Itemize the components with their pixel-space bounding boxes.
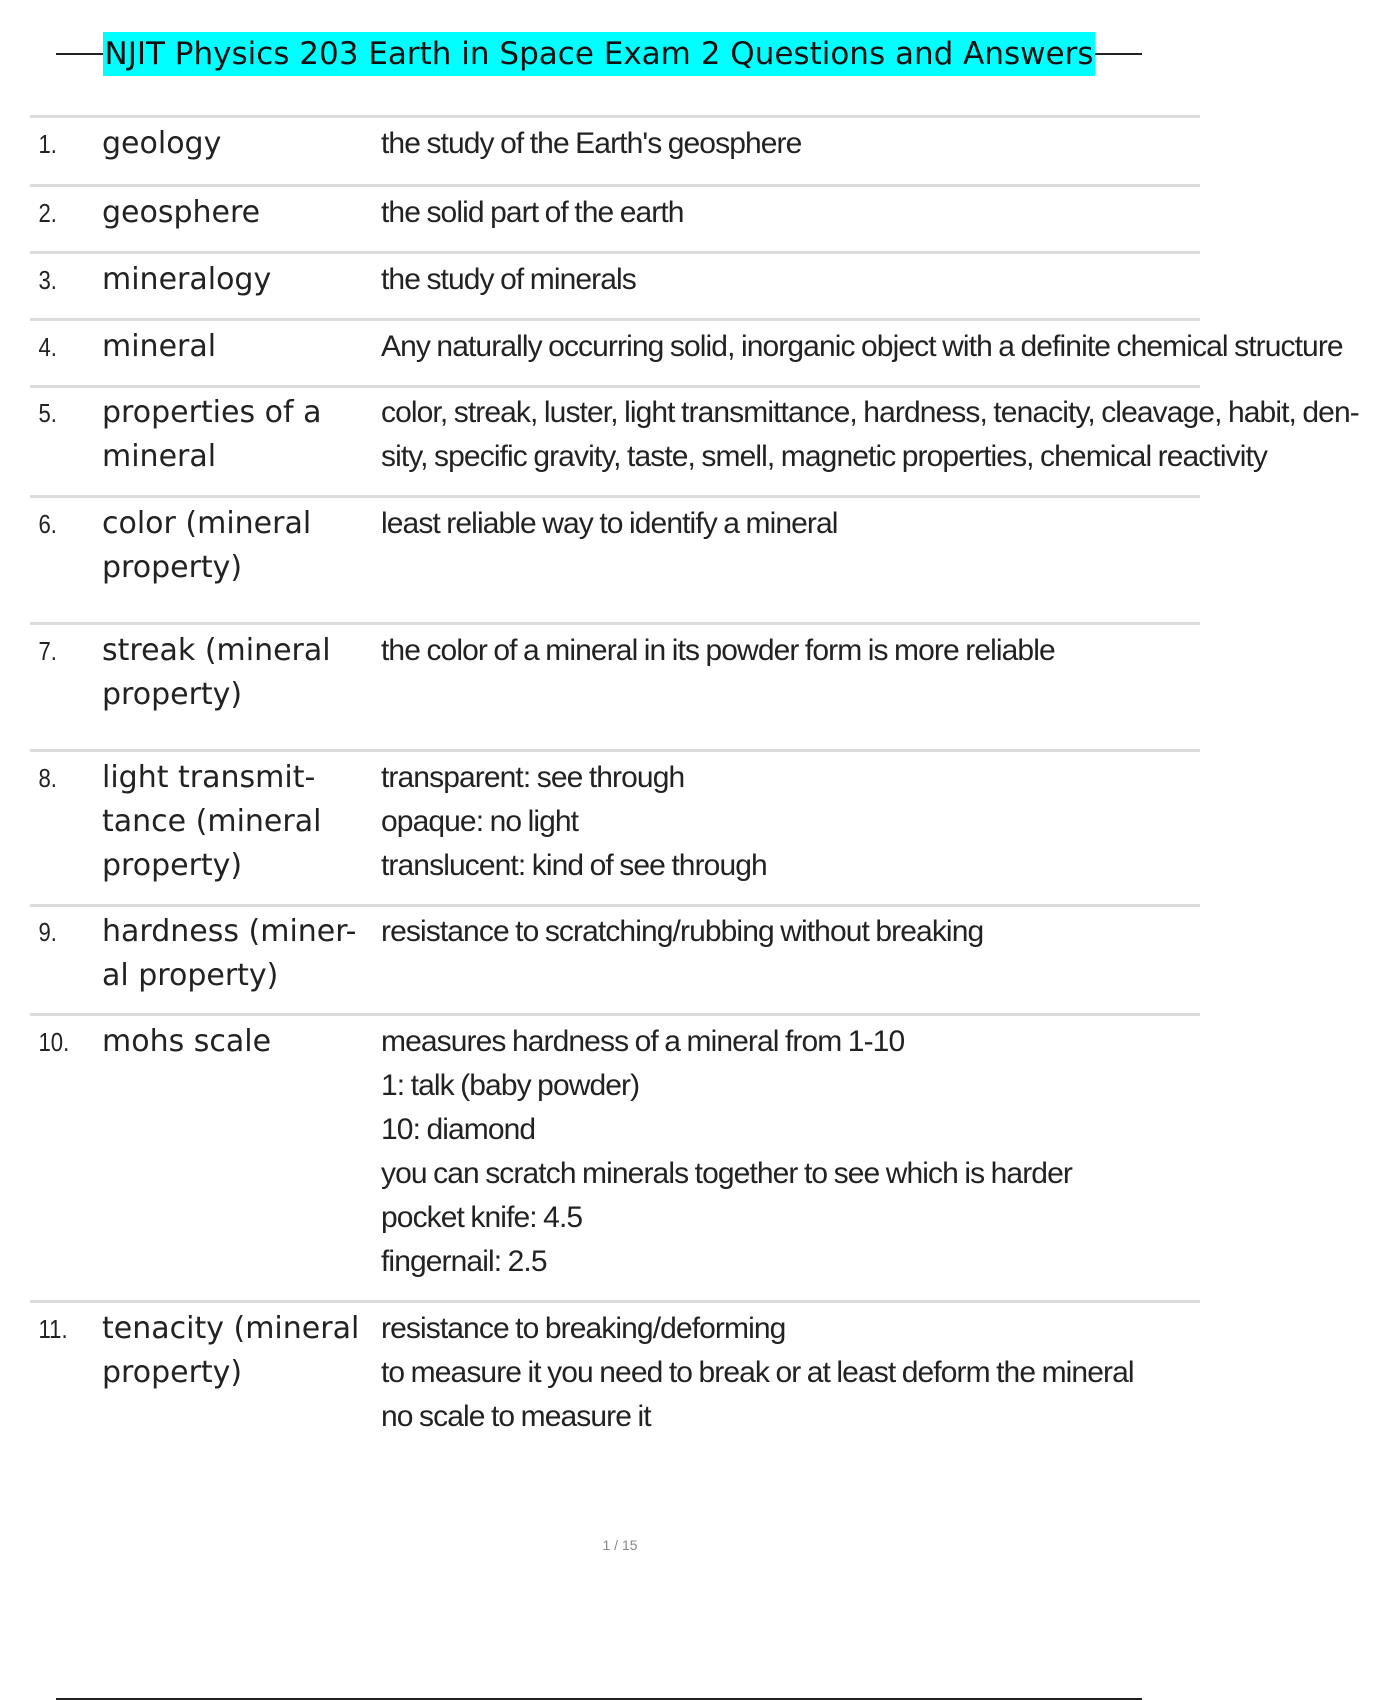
qa-row xyxy=(30,385,1359,495)
definition-line: least reliable way to identify a mineral xyxy=(381,507,838,540)
definition-line: pocket knife: 4.5 xyxy=(381,1201,583,1234)
definition-line: sity, specific gravity, taste, smell, magnetic properties, chemical reactivity xyxy=(381,440,1268,473)
question-number: 8. xyxy=(38,763,57,793)
answer-definition xyxy=(370,1307,1200,1439)
question-number: 4. xyxy=(38,332,57,362)
answer-definition xyxy=(370,258,1200,302)
question-term: mineral xyxy=(102,329,217,364)
question-number: 11. xyxy=(38,1314,68,1344)
page-title: NJIT Physics 203 Earth in Space Exam 2 Questions and Answers xyxy=(103,32,1096,76)
qa-row xyxy=(30,1300,1200,1455)
answer-definition xyxy=(370,191,1200,235)
definition-line: the color of a mineral in its powder form is more reliable xyxy=(381,634,1055,667)
definition-line: to measure it you need to break or at least deform the mineral xyxy=(381,1356,1134,1389)
definition-line: 1: talk (baby powder) xyxy=(381,1069,640,1102)
question-term: hardness (miner-al property) xyxy=(102,914,357,993)
question-term: mohs scale xyxy=(102,1024,272,1059)
question-number: 3. xyxy=(38,265,57,295)
question-term: geology xyxy=(102,126,222,161)
question-number: 1. xyxy=(38,129,57,159)
answer-definition xyxy=(370,910,1200,954)
question-number: 5. xyxy=(38,398,57,428)
definition-line: 10: diamond xyxy=(381,1113,536,1146)
qa-row xyxy=(30,184,1200,251)
definition-line: resistance to breaking/deforming xyxy=(381,1312,786,1345)
answer-definition xyxy=(370,391,1377,479)
qa-row xyxy=(30,904,1200,1013)
qa-row xyxy=(30,495,1200,622)
definition-line: measures hardness of a mineral from 1-10 xyxy=(381,1025,905,1058)
qa-row xyxy=(30,1013,1200,1300)
definition-line: color, streak, luster, light transmittance, hardness, tenacity, cleavage, habit, den- xyxy=(381,396,1359,429)
question-number: 2. xyxy=(38,198,57,228)
question-term: properties of a mineral xyxy=(102,395,322,474)
answer-definition xyxy=(370,756,1200,888)
question-number: 10. xyxy=(38,1027,70,1057)
answer-definition xyxy=(370,502,1200,546)
qa-table xyxy=(30,115,1359,1455)
definition-line: the study of minerals xyxy=(381,263,636,296)
definition-line: the study of the Earth's geosphere xyxy=(381,127,802,160)
qa-row xyxy=(30,622,1200,749)
definition-line: transparent: see through xyxy=(381,761,685,794)
question-term: streak (mineral property) xyxy=(102,633,331,712)
answer-definition xyxy=(370,1020,1200,1284)
definition-line: no scale to measure it xyxy=(381,1400,651,1433)
page-header xyxy=(56,30,1142,78)
question-term: geosphere xyxy=(102,195,261,230)
page-number: 1 / 15 xyxy=(602,1537,638,1553)
qa-row xyxy=(30,115,1200,184)
question-term: tenacity (mineral property) xyxy=(102,1311,360,1390)
definition-line: Any naturally occurring solid, inorganic object with a definite chemical structure xyxy=(381,330,1343,363)
question-term: mineralogy xyxy=(102,262,272,297)
definition-line: opaque: no light xyxy=(381,805,579,838)
definition-line: resistance to scratching/rubbing without breaking xyxy=(381,915,984,948)
definition-line: you can scratch minerals together to see which is harder xyxy=(381,1157,1072,1190)
qa-row xyxy=(30,251,1200,318)
definition-line: translucent: kind of see through xyxy=(381,849,767,882)
definition-line: the solid part of the earth xyxy=(381,196,684,229)
answer-definition xyxy=(370,122,1200,166)
question-term: color (mineral property) xyxy=(102,506,312,585)
definition-line: fingernail: 2.5 xyxy=(381,1245,547,1278)
question-number: 7. xyxy=(38,636,57,666)
question-term: light transmit-tance (mineral property) xyxy=(102,760,322,883)
question-number: 6. xyxy=(38,509,57,539)
question-number: 9. xyxy=(38,917,57,947)
answer-definition xyxy=(370,629,1200,673)
header-rule-left xyxy=(56,53,103,55)
header-rule-right xyxy=(1095,53,1142,55)
qa-row xyxy=(30,749,1200,904)
answer-definition xyxy=(370,325,1361,369)
qa-row xyxy=(30,318,1343,385)
